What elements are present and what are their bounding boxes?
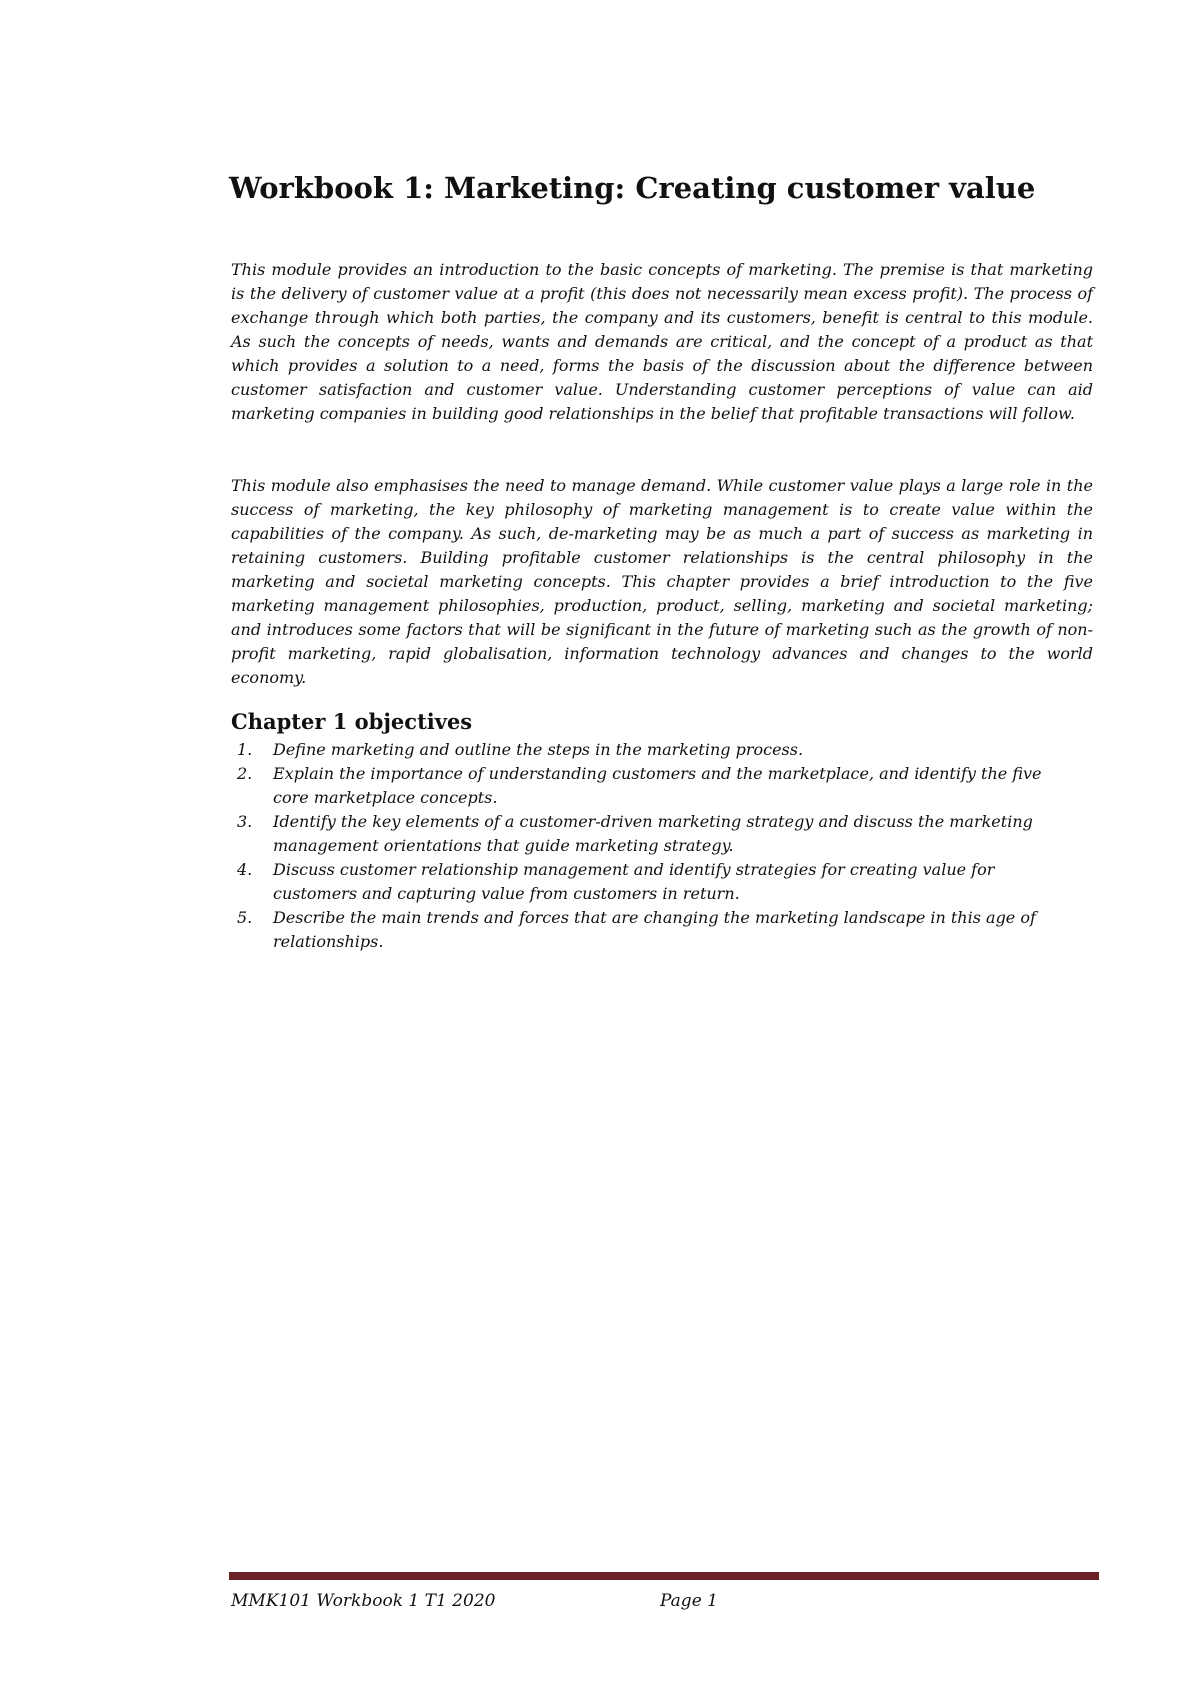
objectives-list [231, 738, 1081, 954]
objective-number: 5. [237, 908, 253, 927]
objective-item [231, 738, 1081, 762]
objective-text: Identify the key elements of a customer-driven marketing strategy and discuss the marketing management orientations that guide marketing strategy. [273, 812, 1033, 855]
objective-item [231, 762, 1081, 810]
intro-paragraph: This module provides an introduction to the basic concepts of marketing. The premise is that marketing is the delivery of customer value at a profit (this does not necessarily mean excess profit). The process of exchange through which both parties, the company and its customers, benefit is central to this module. As such the concepts of needs, wants and demands are critical, and the concept of a product as that which provides a solution to a need, forms the basis of the discussion about the difference between customer satisfaction and customer value. Understanding customer perceptions of value can aid marketing companies in building good relationships in the belief that profitable transactions will follow. [231, 260, 1093, 423]
objective-item [231, 858, 1081, 906]
objective-number: 1. [237, 740, 253, 759]
footer-rule [229, 1572, 1099, 1580]
objective-number: 2. [237, 764, 253, 783]
objective-number: 3. [237, 812, 253, 831]
objective-text: Discuss customer relationship management and identify strategies for creating value for customers and capturing value from customers in return. [273, 860, 995, 903]
footer-page-number: Page 1 [660, 1591, 718, 1611]
objective-text: Explain the importance of understanding customers and the marketplace, and identify the five core marketplace concepts. [273, 764, 1042, 807]
objective-text: Define marketing and outline the steps in the marketing process. [273, 740, 804, 759]
objectives-heading: Chapter 1 objectives [231, 709, 473, 734]
page-title: Workbook 1: Marketing: Creating customer value [229, 171, 1036, 205]
demand-paragraph: This module also emphasises the need to manage demand. While customer value plays a large role in the success of marketing, the key philosophy of marketing management is to create value within the capabilities of the company. As such, de-marketing may be as much a part of success as marketing in retaining customers. Building profitable customer relationships is the central philosophy in the marketing and societal marketing concepts. This chapter provides a brief introduction to the five marketing management philosophies, production, product, selling, marketing and societal marketing; and introduces some factors that will be significant in the future of marketing such as the growth of non-profit marketing, rapid globalisation, information technology advances and changes to the world economy. [231, 476, 1093, 687]
objective-number: 4. [237, 860, 253, 879]
objective-item [231, 906, 1081, 954]
objective-text: Describe the main trends and forces that are changing the marketing landscape in this age of relationships. [273, 908, 1036, 951]
footer-course-label: MMK101 Workbook 1 T1 2020 [231, 1591, 496, 1611]
objective-item [231, 810, 1081, 858]
